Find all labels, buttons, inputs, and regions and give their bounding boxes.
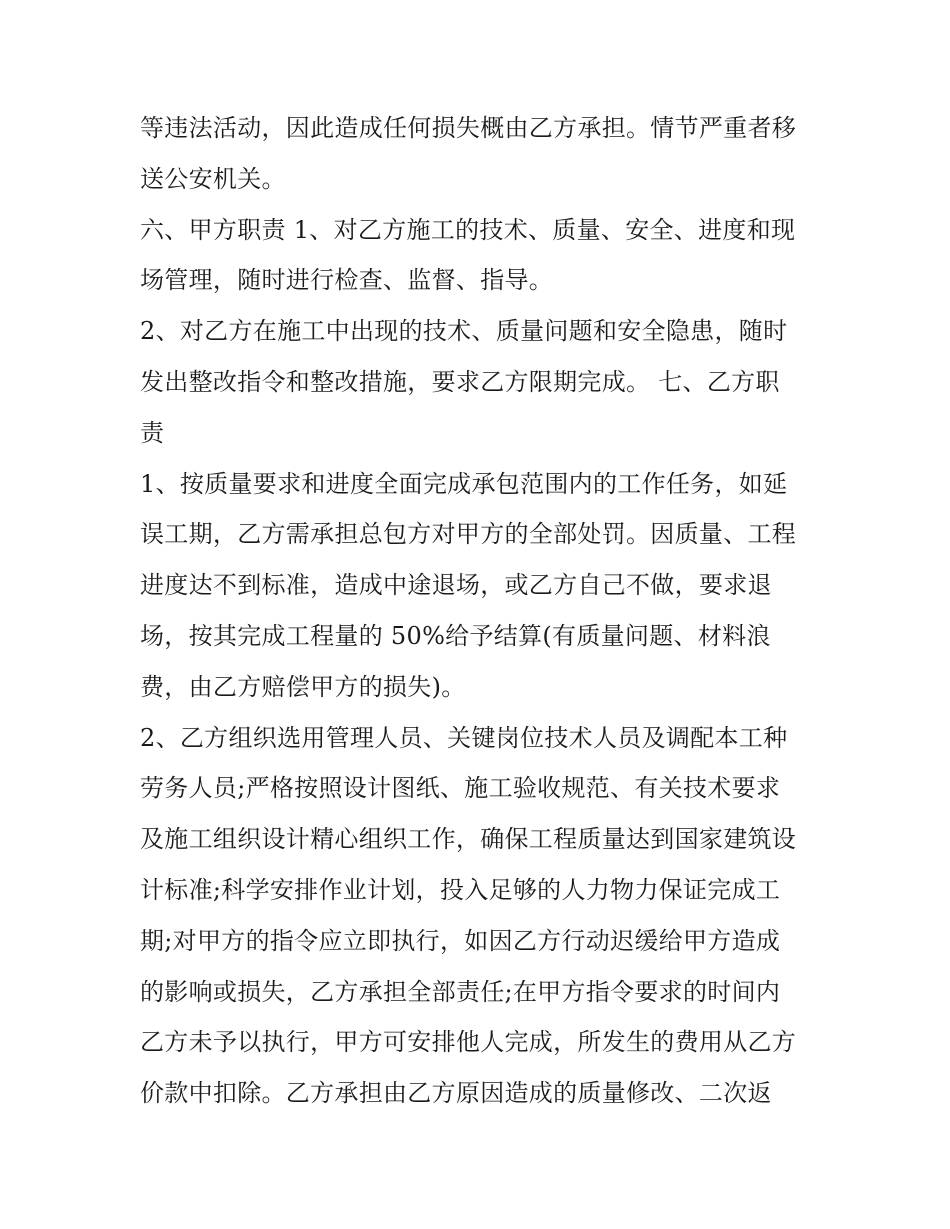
text-line: 1、按质量要求和进度全面完成承包范围内的工作任务，如延 (140, 469, 788, 498)
text-line: 2、对乙方在施工中出现的技术、质量问题和安全隐患，随时 (140, 317, 788, 346)
text-line: 劳务人员;严格按照设计图纸、施工验收规范、有关技术要求 (140, 774, 781, 803)
text-line: 进度达不到标准，造成中途退场，或乙方自己不做，要求退 (140, 571, 772, 600)
text-line: 场管理，随时进行检查、监督、指导。 (140, 266, 554, 295)
text-line: 2、乙方组织选用管理人员、关键岗位技术人员及调配本工种 (140, 723, 788, 752)
text-line: 误工期，乙方需承担总包方对甲方的全部处罚。因质量、工程 (140, 520, 797, 549)
text-line: 责 (140, 418, 165, 447)
text-line: 价款中扣除。乙方承担由乙方原因造成的质量修改、二次返 (140, 1079, 772, 1108)
text-line: 费，由乙方赔偿甲方的损失)。 (140, 672, 466, 701)
text-line: 计标准;科学安排作业计划，投入足够的人力物力保证完成工 (140, 875, 781, 904)
text-line: 及施工组织设计精心组织工作，确保工程质量达到国家建筑设 (140, 825, 797, 854)
text-line: 的影响或损失，乙方承担全部责任;在甲方指令要求的时间内 (140, 977, 781, 1006)
text-line: 场，按其完成工程量的 50%给予结算(有质量问题、材料浪 (140, 621, 771, 650)
text-line: 六、甲方职责 1、对乙方施工的技术、质量、安全、进度和现 (140, 215, 796, 244)
text-line: 发出整改指令和整改措施，要求乙方限期完成。 七、乙方职 (140, 367, 780, 396)
text-line: 等违法活动，因此造成任何损失概由乙方承担。情节严重者移 (140, 114, 797, 142)
document-body (140, 103, 820, 1119)
text-line: 送公安机关。 (140, 164, 286, 193)
text-line: 乙方未予以执行，甲方可安排他人完成，所发生的费用从乙方 (140, 1028, 797, 1057)
text-line: 期;对甲方的指令应立即执行，如因乙方行动迟缓给甲方造成 (140, 926, 781, 955)
